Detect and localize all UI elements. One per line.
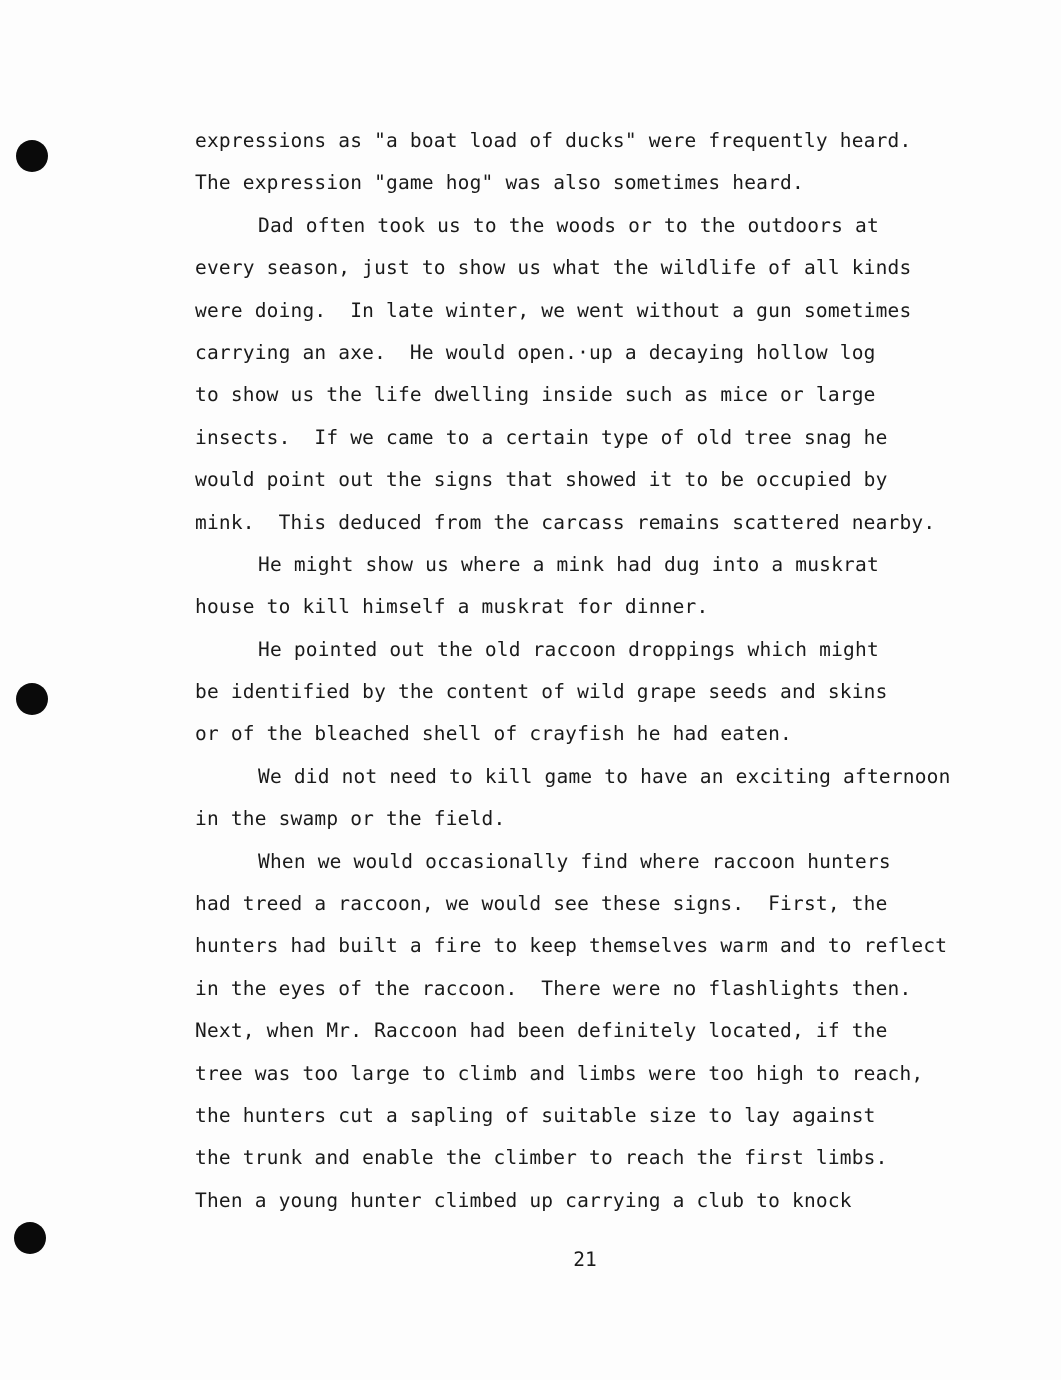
body-text — [195, 120, 1025, 1222]
text-line: would point out the signs that showed it to be occupied by — [195, 468, 888, 492]
text-line: in the eyes of the raccoon. There were no flashlights then. — [195, 976, 912, 1000]
binder-hole-middle — [16, 683, 48, 715]
text-line: He might show us where a mink had dug into a muskrat — [258, 552, 879, 576]
text-line: to show us the life dwelling inside such as mice or large — [195, 383, 876, 407]
text-line: every season, just to show us what the wildlife of all kinds — [195, 256, 912, 280]
text-line: We did not need to kill game to have an exciting afternoon — [258, 764, 951, 788]
text-line: hunters had built a fire to keep themselves warm and to reflect — [195, 934, 948, 958]
text-line: The expression "game hog" was also sometimes heard. — [195, 171, 804, 195]
text-line: tree was too large to climb and limbs were too high to reach, — [195, 1061, 924, 1085]
binder-hole-top — [16, 140, 48, 172]
text-line: Next, when Mr. Raccoon had been definitely located, if the — [195, 1019, 888, 1043]
text-line: were doing. In late winter, we went without a gun sometimes — [195, 298, 912, 322]
text-line: the hunters cut a sapling of suitable size to lay against — [195, 1103, 876, 1127]
text-line: carrying an axe. He would open.·up a decaying hollow log — [195, 340, 876, 364]
text-line: house to kill himself a muskrat for dinner. — [195, 595, 709, 619]
text-line: He pointed out the old raccoon droppings which might — [258, 637, 879, 661]
text-line: mink. This deduced from the carcass remains scattered nearby. — [195, 510, 936, 534]
text-line: expressions as "a boat load of ducks" were frequently heard. — [195, 129, 912, 152]
text-line: in the swamp or the field. — [195, 807, 506, 831]
text-line: be identified by the content of wild grape seeds and skins — [195, 680, 888, 704]
text-line: insects. If we came to a certain type of old tree snag he — [195, 425, 888, 449]
text-line: or of the bleached shell of crayfish he had eaten. — [195, 722, 792, 746]
text-line: Then a young hunter climbed up carrying a club to knock — [195, 1188, 852, 1212]
page-number: 21 — [573, 1248, 597, 1271]
text-line: Dad often took us to the woods or to the outdoors at — [258, 213, 879, 237]
text-line: had treed a raccoon, we would see these signs. First, the — [195, 892, 888, 916]
text-line: When we would occasionally find where raccoon hunters — [258, 849, 891, 873]
text-line: the trunk and enable the climber to reach the first limbs. — [195, 1146, 888, 1170]
